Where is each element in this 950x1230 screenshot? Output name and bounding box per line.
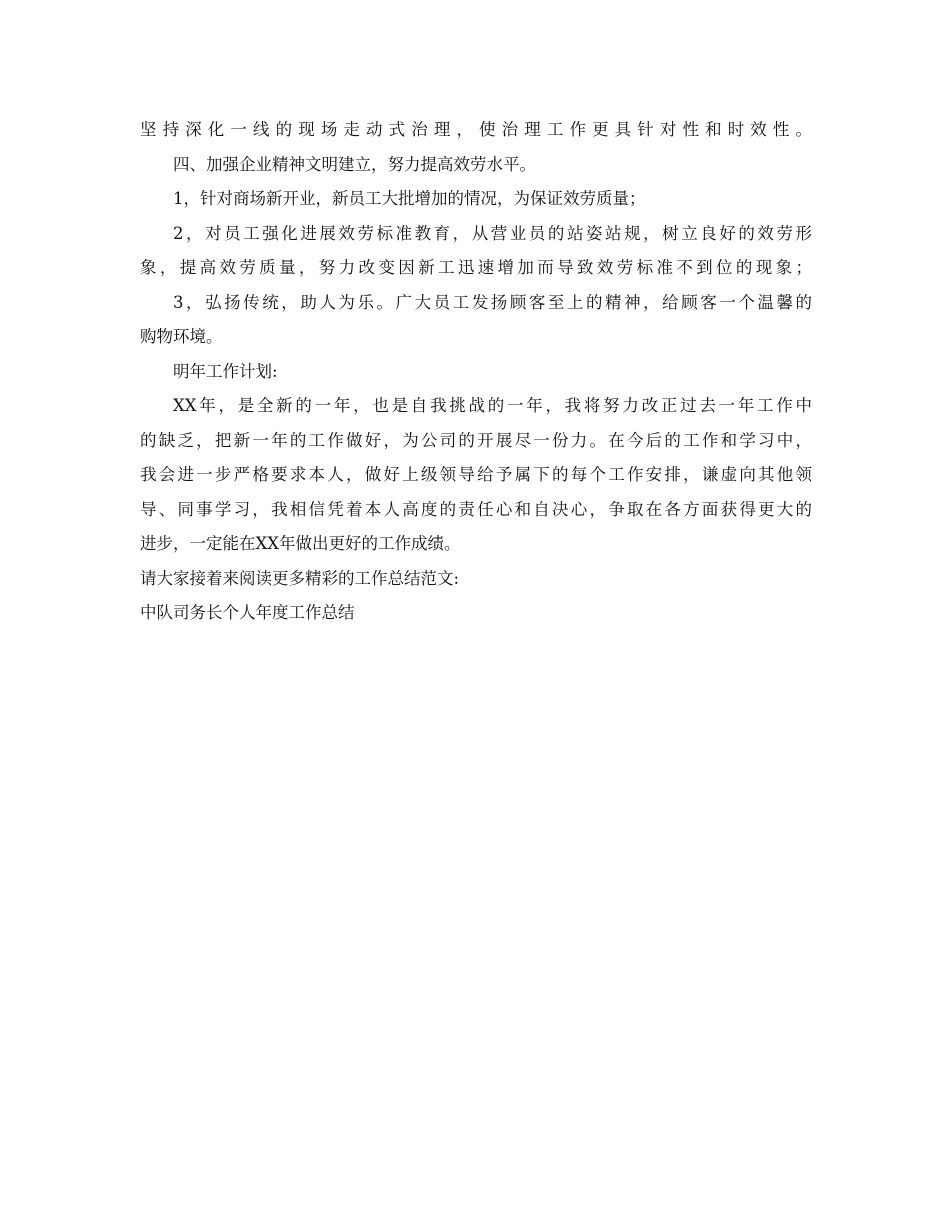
- paragraph-line: 我会进一步严格要求本人，做好上级领导给予属下的每个工作安排，谦虚向其他领: [140, 465, 812, 484]
- paragraph-line: 1，针对商场新开业，新员工大批增加的情况，为保证效劳质量；: [173, 189, 646, 208]
- paragraph-line: XX年，是全新的一年，也是自我挑战的一年，我将努力改正过去一年工作中: [173, 396, 812, 415]
- related-article-title: 中队司务长个人年度工作总结: [140, 603, 355, 622]
- paragraph-line: 进步，一定能在XX年做出更好的工作成绩。: [140, 534, 461, 553]
- document-body: [140, 113, 812, 631]
- paragraph-line: 导、同事学习，我相信凭着本人高度的责任心和自决心，争取在各方面获得更大的: [140, 499, 812, 519]
- section-heading: 四、加强企业精神文明建立，努力提高效劳水平。: [173, 154, 536, 174]
- paragraph-line: 的缺乏，把新一年的工作做好，为公司的开展尽一份力。在今后的工作和学习中，: [140, 430, 812, 450]
- read-more-prompt: 请大家接着来阅读更多精彩的工作总结范文:: [140, 568, 460, 588]
- paragraph-line: 3，弘扬传统，助人为乐。广大员工发扬顾客至上的精神，给顾客一个温馨的: [173, 292, 812, 312]
- paragraph-line: 象，提高效劳质量，努力改变因新工迅速增加而导致效劳标准不到位的现象；: [140, 258, 812, 277]
- paragraph-line: 购物环境。: [140, 327, 223, 346]
- paragraph-line: 2，对员工强化进展效劳标准教育，从营业员的站姿站规，树立良好的效劳形: [173, 223, 812, 243]
- section-heading: 明年工作计划:: [173, 361, 278, 381]
- paragraph-line: 坚持深化一线的现场走动式治理，使治理工作更具针对性和时效性。: [140, 120, 812, 139]
